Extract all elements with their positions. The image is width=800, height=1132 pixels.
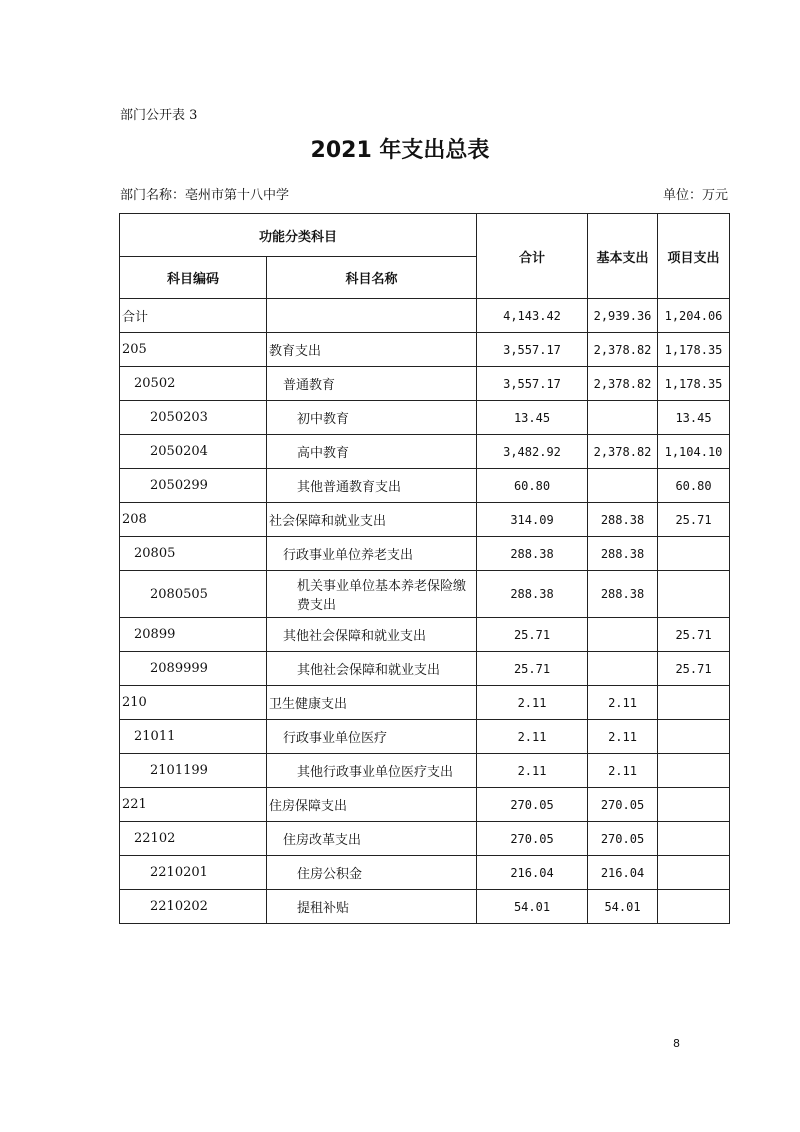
row-name: 行政事业单位养老支出 bbox=[267, 537, 477, 571]
row-name: 其他社会保障和就业支出 bbox=[267, 618, 477, 652]
table-row bbox=[120, 537, 730, 571]
header-total: 合计 bbox=[477, 214, 588, 299]
table-row bbox=[120, 571, 730, 618]
row-basic: 2.11 bbox=[588, 754, 658, 788]
row-basic: 270.05 bbox=[588, 788, 658, 822]
row-project: 1,178.35 bbox=[658, 333, 730, 367]
row-code: 221 bbox=[120, 788, 267, 822]
row-name: 住房改革支出 bbox=[267, 822, 477, 856]
row-code: 210 bbox=[120, 686, 267, 720]
table-row bbox=[120, 401, 730, 435]
row-name: 住房公积金 bbox=[267, 856, 477, 890]
row-total: 3,557.17 bbox=[477, 333, 588, 367]
row-code: 合计 bbox=[120, 299, 267, 333]
row-name: 其他普通教育支出 bbox=[267, 469, 477, 503]
row-project bbox=[658, 720, 730, 754]
table-row bbox=[120, 890, 730, 924]
table-row bbox=[120, 469, 730, 503]
table-body bbox=[120, 299, 730, 924]
page-title: 2021 年支出总表 bbox=[310, 138, 490, 163]
row-total: 25.71 bbox=[477, 652, 588, 686]
table-row bbox=[120, 822, 730, 856]
row-name bbox=[267, 299, 477, 333]
table-row bbox=[120, 299, 730, 333]
row-basic: 288.38 bbox=[588, 571, 658, 618]
row-project: 60.80 bbox=[658, 469, 730, 503]
row-name: 住房保障支出 bbox=[267, 788, 477, 822]
row-basic bbox=[588, 469, 658, 503]
row-name: 教育支出 bbox=[267, 333, 477, 367]
table-row bbox=[120, 503, 730, 537]
table-row bbox=[120, 686, 730, 720]
row-code: 22102 bbox=[120, 822, 267, 856]
row-project: 1,104.10 bbox=[658, 435, 730, 469]
row-project bbox=[658, 537, 730, 571]
header-name: 科目名称 bbox=[267, 257, 477, 299]
row-name: 普通教育 bbox=[267, 367, 477, 401]
row-project: 1,204.06 bbox=[658, 299, 730, 333]
row-name: 行政事业单位医疗 bbox=[267, 720, 477, 754]
row-basic bbox=[588, 401, 658, 435]
row-basic: 270.05 bbox=[588, 822, 658, 856]
row-project: 13.45 bbox=[658, 401, 730, 435]
row-project bbox=[658, 788, 730, 822]
row-code: 21011 bbox=[120, 720, 267, 754]
row-total: 54.01 bbox=[477, 890, 588, 924]
row-basic: 2,378.82 bbox=[588, 333, 658, 367]
table-row bbox=[120, 333, 730, 367]
row-project bbox=[658, 686, 730, 720]
row-total: 60.80 bbox=[477, 469, 588, 503]
row-name: 初中教育 bbox=[267, 401, 477, 435]
table-row bbox=[120, 720, 730, 754]
header-functional-category: 功能分类科目 bbox=[120, 214, 477, 257]
row-code: 205 bbox=[120, 333, 267, 367]
row-name: 提租补贴 bbox=[267, 890, 477, 924]
table-row bbox=[120, 435, 730, 469]
header-basic-expenditure: 基本支出 bbox=[588, 214, 658, 299]
row-total: 2.11 bbox=[477, 754, 588, 788]
row-total: 288.38 bbox=[477, 571, 588, 618]
row-basic: 2,378.82 bbox=[588, 435, 658, 469]
row-project: 1,178.35 bbox=[658, 367, 730, 401]
row-code: 20805 bbox=[120, 537, 267, 571]
row-project: 25.71 bbox=[658, 503, 730, 537]
table-row bbox=[120, 618, 730, 652]
row-code: 2080505 bbox=[120, 571, 267, 618]
row-project bbox=[658, 754, 730, 788]
row-name: 其他社会保障和就业支出 bbox=[267, 652, 477, 686]
row-total: 2.11 bbox=[477, 720, 588, 754]
row-project bbox=[658, 822, 730, 856]
row-code: 20899 bbox=[120, 618, 267, 652]
row-total: 216.04 bbox=[477, 856, 588, 890]
row-code: 20502 bbox=[120, 367, 267, 401]
row-basic: 2.11 bbox=[588, 686, 658, 720]
table-row bbox=[120, 754, 730, 788]
table-row bbox=[120, 788, 730, 822]
row-project bbox=[658, 856, 730, 890]
row-name: 社会保障和就业支出 bbox=[267, 503, 477, 537]
table-row bbox=[120, 367, 730, 401]
row-code: 208 bbox=[120, 503, 267, 537]
row-code: 2089999 bbox=[120, 652, 267, 686]
unit-label: 单位：万元 bbox=[662, 188, 728, 203]
row-basic: 2.11 bbox=[588, 720, 658, 754]
row-basic bbox=[588, 652, 658, 686]
row-project bbox=[658, 890, 730, 924]
row-name: 卫生健康支出 bbox=[267, 686, 477, 720]
department-name: 部门名称：亳州市第十八中学 bbox=[120, 188, 290, 203]
table-row bbox=[120, 652, 730, 686]
row-name: 高中教育 bbox=[267, 435, 477, 469]
page-number: 8 bbox=[673, 1037, 680, 1050]
row-code: 2101199 bbox=[120, 754, 267, 788]
row-name: 其他行政事业单位医疗支出 bbox=[267, 754, 477, 788]
row-total: 13.45 bbox=[477, 401, 588, 435]
row-total: 288.38 bbox=[477, 537, 588, 571]
row-basic bbox=[588, 618, 658, 652]
row-basic: 2,378.82 bbox=[588, 367, 658, 401]
row-total: 3,482.92 bbox=[477, 435, 588, 469]
row-total: 4,143.42 bbox=[477, 299, 588, 333]
row-total: 314.09 bbox=[477, 503, 588, 537]
row-total: 25.71 bbox=[477, 618, 588, 652]
row-total: 2.11 bbox=[477, 686, 588, 720]
row-code: 2050203 bbox=[120, 401, 267, 435]
row-code: 2210202 bbox=[120, 890, 267, 924]
row-basic: 54.01 bbox=[588, 890, 658, 924]
row-basic: 288.38 bbox=[588, 537, 658, 571]
row-code: 2050204 bbox=[120, 435, 267, 469]
table-row bbox=[120, 856, 730, 890]
row-total: 270.05 bbox=[477, 822, 588, 856]
row-basic: 288.38 bbox=[588, 503, 658, 537]
row-total: 270.05 bbox=[477, 788, 588, 822]
expenditure-table bbox=[119, 213, 730, 924]
row-project bbox=[658, 571, 730, 618]
row-total: 3,557.17 bbox=[477, 367, 588, 401]
header-project-expenditure: 项目支出 bbox=[658, 214, 730, 299]
table-label: 部门公开表 3 bbox=[120, 108, 198, 123]
header-code: 科目编码 bbox=[120, 257, 267, 299]
row-code: 2050299 bbox=[120, 469, 267, 503]
row-code: 2210201 bbox=[120, 856, 267, 890]
row-basic: 216.04 bbox=[588, 856, 658, 890]
row-name: 机关事业单位基本养老保险缴费支出 bbox=[267, 571, 477, 618]
row-project: 25.71 bbox=[658, 652, 730, 686]
row-project: 25.71 bbox=[658, 618, 730, 652]
row-basic: 2,939.36 bbox=[588, 299, 658, 333]
